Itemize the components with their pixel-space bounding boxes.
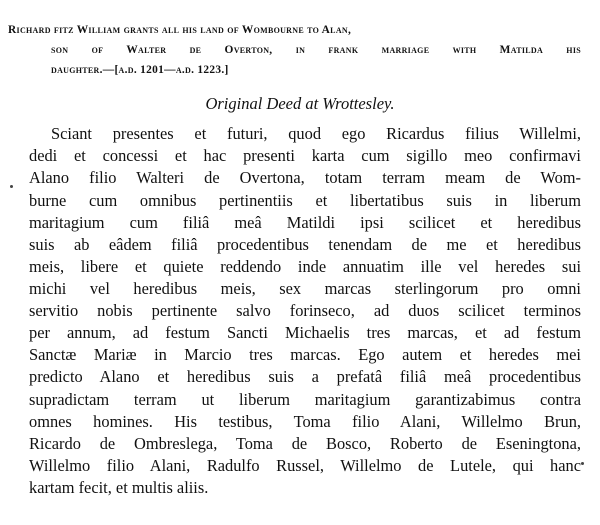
document-subtitle: Original Deed at Wrottesley. — [205, 94, 395, 113]
body-line: Ricardo de Ombreslega, Toma de Bosco, Roberto de Eseningtona, — [29, 434, 581, 453]
heading-line-3: daughter.—[a.d. 1201—a.d. 1223.] — [51, 64, 229, 76]
body-line: meis, libere et quiete reddendo inde annuatim ille vel heredes sui — [29, 257, 581, 276]
stray-mark — [581, 462, 584, 465]
body-line: servitio nobis pertinente salvo forinseco, ad duos scilicet terminos — [29, 301, 581, 320]
body-line: burne cum omnibus pertinentiis et libertatibus suis in liberum — [29, 191, 581, 210]
body-line: kartam fecit, et multis aliis. — [29, 478, 209, 497]
body-line: dedi et concessi et hac presenti karta cum sigillo meo confirmavi — [29, 146, 581, 165]
heading-line-1: Richard fitz William grants all his land of Wombourne to Alan, — [8, 24, 352, 36]
body-line: suis ab eâdem filiâ procedentibus tenendam de me et heredibus — [29, 235, 581, 254]
heading-line-2: son of Walter de Overton, in frank marriage with Matilda his — [51, 44, 581, 56]
body-line: Willelmo filio Alani, Radulfo Russel, Willelmo de Lutele, qui hanc — [29, 456, 581, 475]
body-line: Sciant presentes et futuri, quod ego Ricardus filius Willelmi, — [51, 124, 581, 143]
body-line: Sanctæ Mariæ in Marcio tres marcas. Ego autem et heredes mei — [29, 345, 581, 364]
body-line: Alano filio Walteri de Overtona, totam terram meam de Wom- — [29, 168, 581, 187]
body-line: maritagium cum filiâ meâ Matildi ipsi scilicet et heredibus — [29, 213, 581, 232]
body-line: omnes homines. His testibus, Toma filio Alani, Willelmo Brun, — [29, 412, 581, 431]
body-line: predicto Alano et heredibus suis a prefatâ filiâ meâ procedentibus — [29, 367, 581, 386]
body-line: michi vel heredibus meis, sex marcas sterlingorum pro omni — [29, 279, 581, 298]
body-line: per annum, ad festum Sancti Michaelis tres marcas, et ad festum — [29, 323, 581, 342]
stray-mark — [10, 185, 13, 188]
body-line: supradictam terram ut liberum maritagium garantizabimus contra — [29, 390, 581, 409]
